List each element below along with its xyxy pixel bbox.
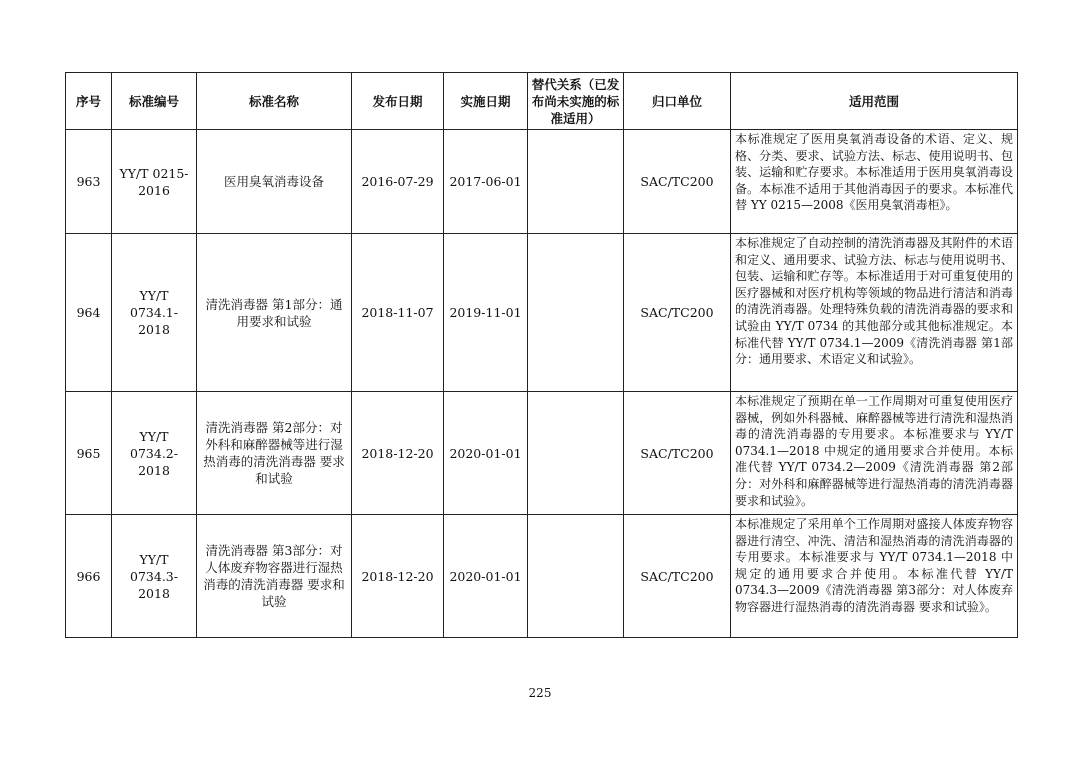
cell-name: 清洗消毒器 第3部分：对人体废弃物容器进行湿热消毒的清洗消毒器 要求和试验 bbox=[197, 515, 352, 638]
standards-table bbox=[65, 72, 1018, 638]
cell-publish-date: 2018-12-20 bbox=[352, 515, 444, 638]
table-row bbox=[66, 392, 1018, 515]
header-row bbox=[66, 73, 1018, 130]
cell-publish-date: 2018-11-07 bbox=[352, 234, 444, 392]
cell-implement-date: 2020-01-01 bbox=[444, 515, 528, 638]
cell-implement-date: 2020-01-01 bbox=[444, 392, 528, 515]
header-implement-date: 实施日期 bbox=[444, 73, 528, 130]
cell-unit: SAC/TC200 bbox=[624, 234, 731, 392]
cell-replace bbox=[528, 515, 624, 638]
cell-publish-date: 2018-12-20 bbox=[352, 392, 444, 515]
cell-scope: 本标准规定了预期在单一工作周期对可重复使用医疗器械，例如外科器械、麻醉器械等进行清洗和湿热消毒的清洗消毒器的专用要求。本标准要求与 YY/T 0734.1—2018 中规定的通用要求合并使用。本标准代替 YY/T 0734.2—2009《清洗消毒器 第2部分：对外科和麻醉器械等进行湿热消毒的清洗消毒器 要求和试验》。 bbox=[731, 392, 1018, 515]
cell-scope: 本标准规定了自动控制的清洗消毒器及其附件的术语和定义、通用要求、试验方法、标志与使用说明书、包装、运输和贮存等。本标准适用于对可重复使用的医疗器械和对医疗机构等领域的物品进行清洁和消毒的清洗消毒器。处理特殊负载的清洗消毒器的要求和试验由 YY/T 0734 的其他部分或其他标准规定。本标准代替 YY/T 0734.1—2009《清洗消毒器 第1部分：通用要求、术语定义和试验》。 bbox=[731, 234, 1018, 392]
cell-unit: SAC/TC200 bbox=[624, 392, 731, 515]
page-number: 225 bbox=[528, 686, 552, 700]
cell-scope: 本标准规定了医用臭氧消毒设备的术语、定义、规格、分类、要求、试验方法、标志、使用说明书、包装、运输和贮存要求。本标准适用于医用臭氧消毒设备。本标准不适用于其他消毒因子的要求。本标准代替 YY 0215—2008《医用臭氧消毒柜》。 bbox=[731, 130, 1018, 234]
cell-replace bbox=[528, 234, 624, 392]
header-publish-date: 发布日期 bbox=[352, 73, 444, 130]
cell-replace bbox=[528, 392, 624, 515]
header-unit: 归口单位 bbox=[624, 73, 731, 130]
cell-name: 清洗消毒器 第2部分：对外科和麻醉器械等进行湿热消毒的清洗消毒器 要求和试验 bbox=[197, 392, 352, 515]
cell-name: 医用臭氧消毒设备 bbox=[197, 130, 352, 234]
cell-code: YY/T 0215-2016 bbox=[112, 130, 197, 234]
header-replace: 替代关系（已发布尚未实施的标准适用） bbox=[528, 73, 624, 130]
header-no: 序号 bbox=[66, 73, 112, 130]
cell-code: YY/T 0734.1-2018 bbox=[112, 234, 197, 392]
header-name: 标准名称 bbox=[197, 73, 352, 130]
cell-no: 964 bbox=[66, 234, 112, 392]
cell-no: 963 bbox=[66, 130, 112, 234]
cell-publish-date: 2016-07-29 bbox=[352, 130, 444, 234]
cell-name: 清洗消毒器 第1部分：通用要求和试验 bbox=[197, 234, 352, 392]
header-scope: 适用范围 bbox=[731, 73, 1018, 130]
cell-scope: 本标准规定了采用单个工作周期对盛接人体废弃物容器进行清空、冲洗、清洁和湿热消毒的清洗消毒器的专用要求。本标准要求与 YY/T 0734.1—2018 中规定的通用要求合并使用。本标准代替 YY/T 0734.3—2009《清洗消毒器 第3部分：对人体废弃物容器进行湿热消毒的清洗消毒器 要求和试验》。 bbox=[731, 515, 1018, 638]
table-row bbox=[66, 130, 1018, 234]
table-row bbox=[66, 234, 1018, 392]
header-code: 标准编号 bbox=[112, 73, 197, 130]
cell-no: 965 bbox=[66, 392, 112, 515]
table-row bbox=[66, 515, 1018, 638]
cell-unit: SAC/TC200 bbox=[624, 515, 731, 638]
cell-unit: SAC/TC200 bbox=[624, 130, 731, 234]
cell-no: 966 bbox=[66, 515, 112, 638]
cell-code: YY/T 0734.3-2018 bbox=[112, 515, 197, 638]
cell-implement-date: 2017-06-01 bbox=[444, 130, 528, 234]
cell-implement-date: 2019-11-01 bbox=[444, 234, 528, 392]
cell-replace bbox=[528, 130, 624, 234]
cell-code: YY/T 0734.2-2018 bbox=[112, 392, 197, 515]
